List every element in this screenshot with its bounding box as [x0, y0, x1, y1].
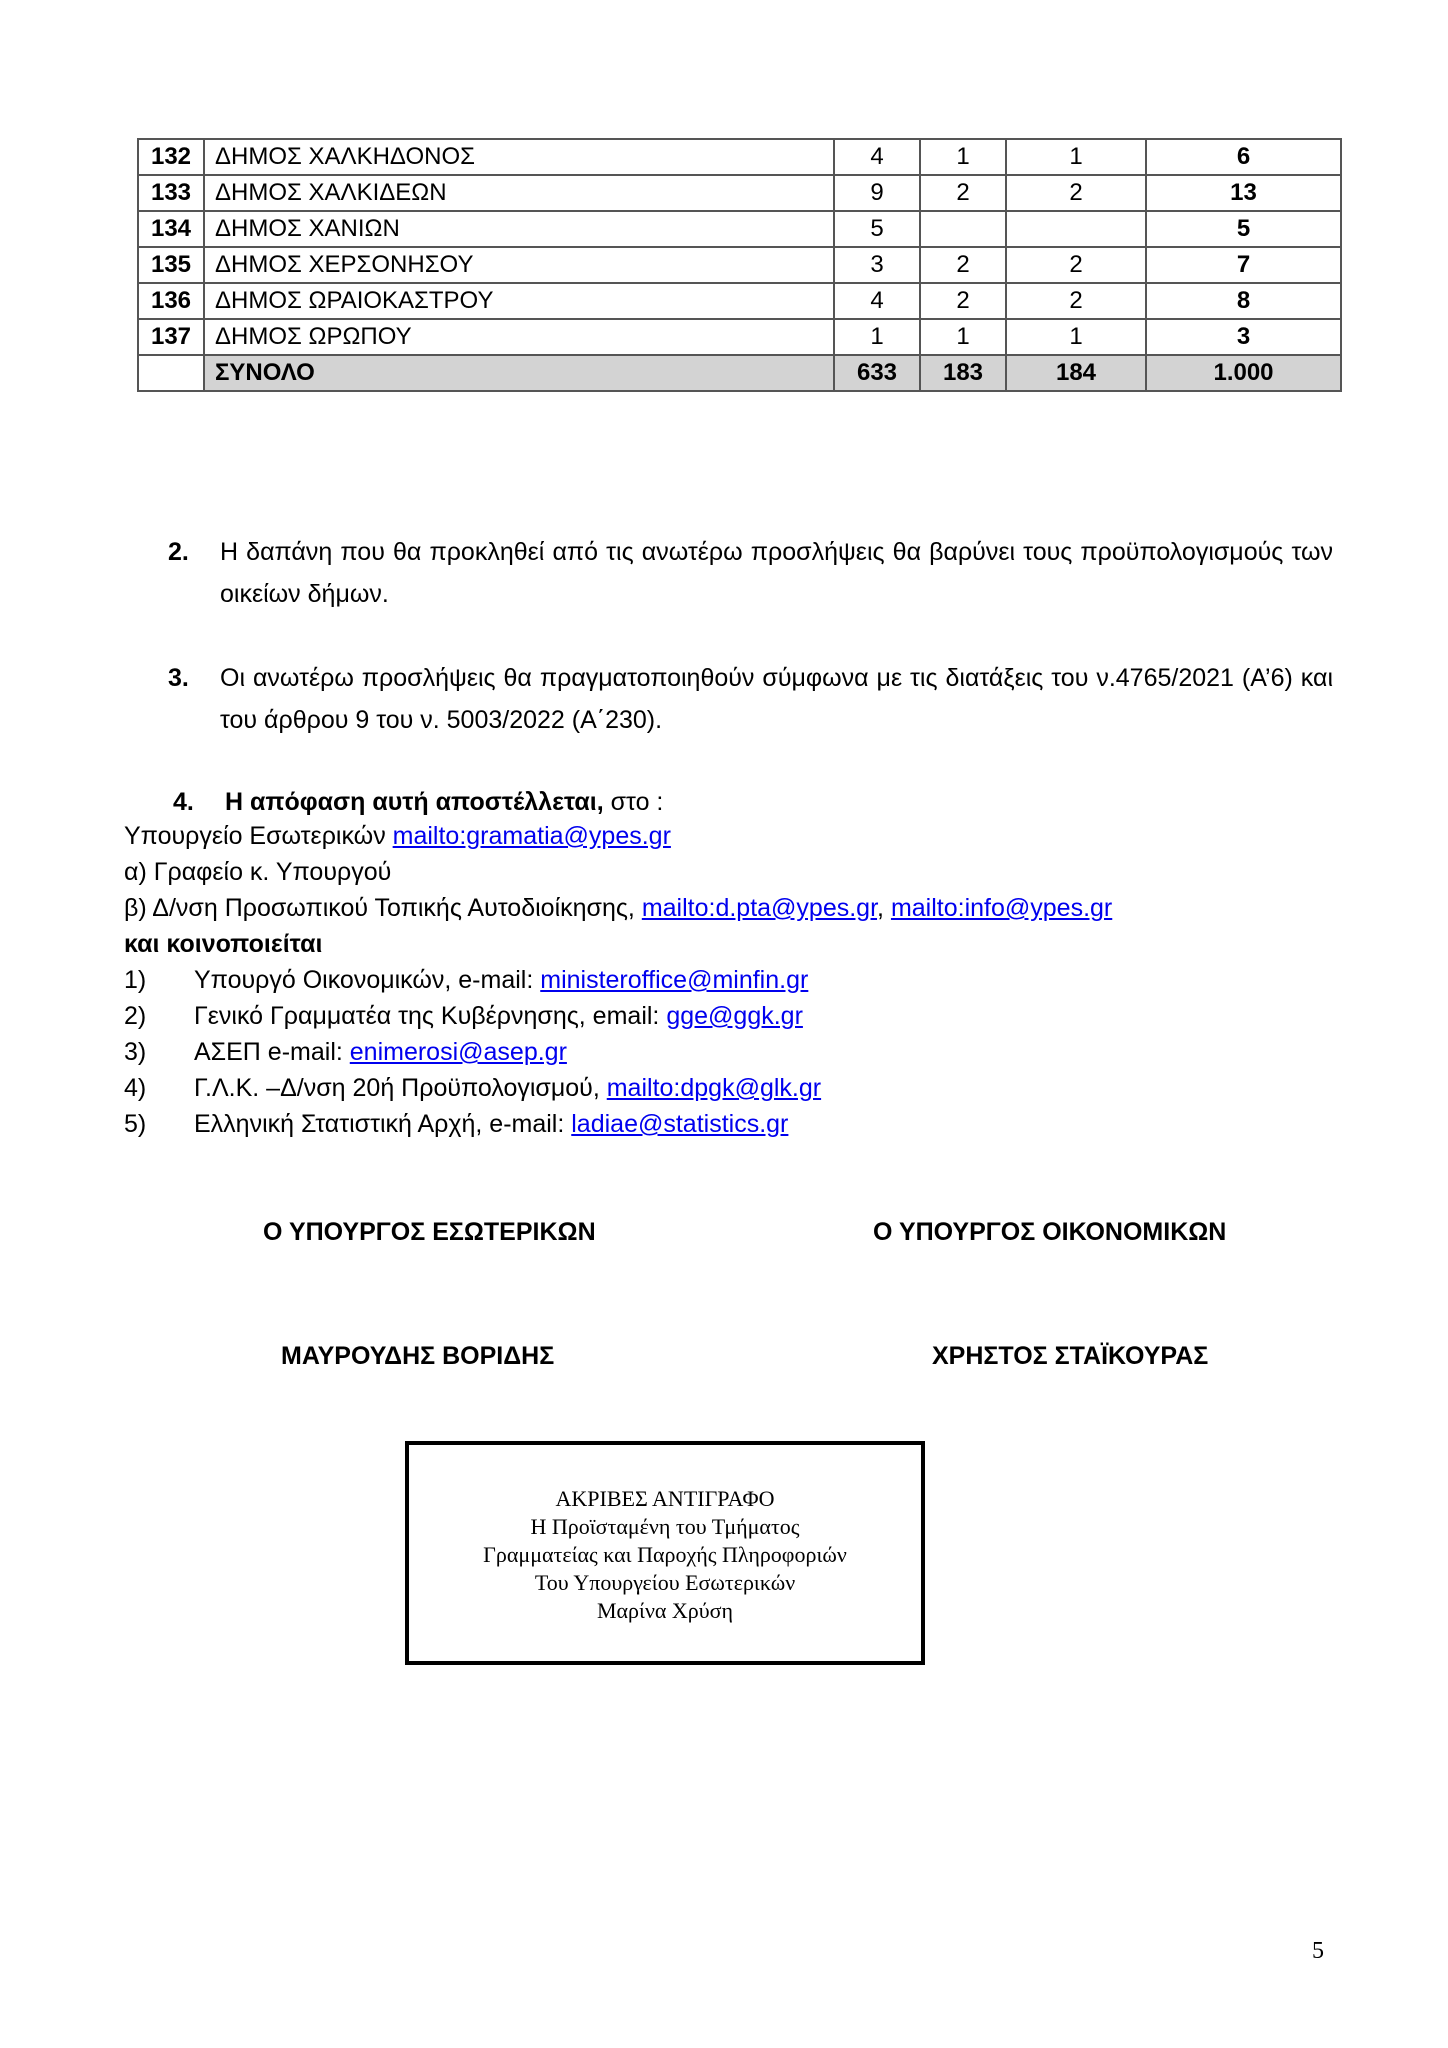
paragraph-text: Η δαπάνη που θα προκληθεί από τις ανωτέρω προσλήψεις θα βαρύνει τους προϋπολογισμούς των οικείων δήμων.: [220, 538, 1333, 608]
separator: ,: [877, 894, 891, 922]
total-cell: 3: [1146, 319, 1341, 355]
cc-index: 2): [124, 1002, 147, 1030]
count-cell: 2: [1006, 283, 1146, 319]
email-link[interactable]: mailto:dpgk@glk.gr: [606, 1074, 822, 1102]
certified-copy-stamp: [405, 1441, 925, 1665]
right-signatory-name: ΧΡΗΣΤΟΣ ΣΤΑΪΚΟΥΡΑΣ: [932, 1342, 1209, 1370]
paragraph-2: [168, 531, 1333, 615]
stamp-line: Του Υπουργείου Εσωτερικών: [534, 1570, 796, 1595]
table-row: [138, 247, 1341, 283]
row-number: 132: [138, 139, 204, 175]
empty-cell: [138, 355, 204, 391]
recipients-list: [124, 818, 1344, 1142]
cc-item: [124, 1106, 1344, 1142]
email-link[interactable]: mailto:info@ypes.gr: [890, 894, 1113, 922]
count-cell: 2: [920, 175, 1006, 211]
cc-index: 5): [124, 1110, 147, 1138]
cc-item: [124, 1034, 1344, 1070]
count-cell: 2: [1006, 175, 1146, 211]
left-signatory-name: ΜΑΥΡΟΥΔΗΣ ΒΟΡΙΔΗΣ: [281, 1342, 555, 1370]
cc-item: [124, 1070, 1344, 1106]
left-signatory-title: Ο ΥΠΟΥΡΓΟΣ ΕΣΩΤΕΡΙΚΩΝ: [263, 1218, 596, 1246]
total-cell: 6: [1146, 139, 1341, 175]
total-label: ΣΥΝΟΛΟ: [204, 355, 834, 391]
paragraph-rest: στο :: [603, 788, 664, 816]
cc-text: Υπουργό Οικονομικών, e-mail:: [194, 966, 541, 994]
email-link[interactable]: ministeroffice@minfin.gr: [540, 966, 809, 994]
cc-text: ΑΣΕΠ e-mail:: [194, 1038, 350, 1066]
municipality-name: ΔΗΜΟΣ ΧΕΡΣΟΝΗΣΟΥ: [204, 247, 834, 283]
cc-list: [124, 962, 1344, 1142]
count-cell: 2: [920, 247, 1006, 283]
sum-cell: 183: [920, 355, 1006, 391]
count-cell: [920, 211, 1006, 247]
cc-index: 1): [124, 966, 147, 994]
recipient-label: Υπουργείο Εσωτερικών: [124, 822, 393, 850]
sum-cell: 184: [1006, 355, 1146, 391]
page-number: 5: [1312, 1938, 1324, 1964]
row-number: 134: [138, 211, 204, 247]
count-cell: 2: [920, 283, 1006, 319]
total-cell: 8: [1146, 283, 1341, 319]
municipality-name: ΔΗΜΟΣ ΧΑΛΚΗΔΟΝΟΣ: [204, 139, 834, 175]
table-row: [138, 211, 1341, 247]
count-cell: [1006, 211, 1146, 247]
email-link[interactable]: mailto:d.pta@ypes.gr: [641, 894, 878, 922]
table-row: [138, 175, 1341, 211]
table-row: [138, 283, 1341, 319]
paragraph-number: 4.: [173, 788, 194, 816]
right-signatory-title: Ο ΥΠΟΥΡΓΟΣ ΟΙΚΟΝΟΜΙΚΩΝ: [873, 1218, 1227, 1246]
recipient-label: β) Δ/νση Προσωπικού Τοπικής Αυτοδιοίκησης,: [124, 894, 642, 922]
recipient-minister-office: [124, 854, 1344, 890]
total-cell: 7: [1146, 247, 1341, 283]
stamp-line: Μαρίνα Χρύση: [596, 1598, 734, 1623]
table-row: [138, 319, 1341, 355]
count-cell: 4: [834, 139, 920, 175]
count-cell: 4: [834, 283, 920, 319]
count-cell: 1: [920, 319, 1006, 355]
cc-item: [124, 962, 1344, 998]
municipalities-table: [137, 138, 1342, 392]
count-cell: 2: [1006, 247, 1146, 283]
cc-index: 4): [124, 1074, 147, 1102]
paragraph-3: [168, 657, 1333, 741]
cc-item: [124, 998, 1344, 1034]
row-number: 137: [138, 319, 204, 355]
row-number: 136: [138, 283, 204, 319]
count-cell: 1: [920, 139, 1006, 175]
municipality-name: ΔΗΜΟΣ ΧΑΝΙΩΝ: [204, 211, 834, 247]
cc-text: Γ.Λ.Κ. –Δ/νση 20ή Προϋπολογισμού,: [194, 1074, 607, 1102]
grand-total-cell: 1.000: [1146, 355, 1341, 391]
count-cell: 3: [834, 247, 920, 283]
count-cell: 9: [834, 175, 920, 211]
paragraph-number: 3.: [168, 664, 189, 692]
email-link[interactable]: enimerosi@asep.gr: [349, 1038, 567, 1066]
sum-cell: 633: [834, 355, 920, 391]
recipient-ministry: [124, 818, 1344, 854]
total-cell: 5: [1146, 211, 1341, 247]
stamp-line: Η Προϊσταμένη του Τμήματος: [530, 1514, 800, 1539]
municipality-name: ΔΗΜΟΣ ΩΡΑΙΟΚΑΣΤΡΟΥ: [204, 283, 834, 319]
total-cell: 13: [1146, 175, 1341, 211]
count-cell: 1: [1006, 139, 1146, 175]
count-cell: 5: [834, 211, 920, 247]
cc-heading: και κοινοποιείται: [124, 930, 323, 958]
municipality-name: ΔΗΜΟΣ ΩΡΩΠΟΥ: [204, 319, 834, 355]
cc-text: Γενικό Γραμματέα της Κυβέρνησης, email:: [194, 1002, 667, 1030]
count-cell: 1: [834, 319, 920, 355]
municipality-name: ΔΗΜΟΣ ΧΑΛΚΙΔΕΩΝ: [204, 175, 834, 211]
row-number: 133: [138, 175, 204, 211]
email-link[interactable]: mailto:gramatia@ypes.gr: [392, 822, 671, 850]
stamp-line: ΑΚΡΙΒΕΣ ΑΝΤΙΓΡΑΦΟ: [555, 1486, 775, 1511]
email-link[interactable]: gge@ggk.gr: [666, 1002, 803, 1030]
email-link[interactable]: ladiae@statistics.gr: [571, 1110, 789, 1138]
paragraph-number: 2.: [168, 538, 189, 566]
paragraph-lead: Η απόφαση αυτή αποστέλλεται,: [225, 788, 604, 816]
count-cell: 1: [1006, 319, 1146, 355]
table-total-row: [138, 355, 1341, 391]
recipient-label: α) Γραφείο κ. Υπουργού: [124, 858, 392, 886]
paragraph-text: Οι ανωτέρω προσλήψεις θα πραγματοποιηθούν σύμφωνα με τις διατάξεις του ν.4765/2021 (Α’6) και του άρθρου 9 του ν. 5003/2022 (Α΄230).: [220, 664, 1333, 734]
table-row: [138, 139, 1341, 175]
row-number: 135: [138, 247, 204, 283]
cc-text: Ελληνική Στατιστική Αρχή, e-mail:: [194, 1110, 572, 1138]
cc-index: 3): [124, 1038, 147, 1066]
stamp-line: Γραμματείας και Παροχής Πληροφοριών: [483, 1542, 847, 1567]
paragraph-4: [173, 784, 663, 820]
recipient-directorate: [124, 890, 1344, 926]
